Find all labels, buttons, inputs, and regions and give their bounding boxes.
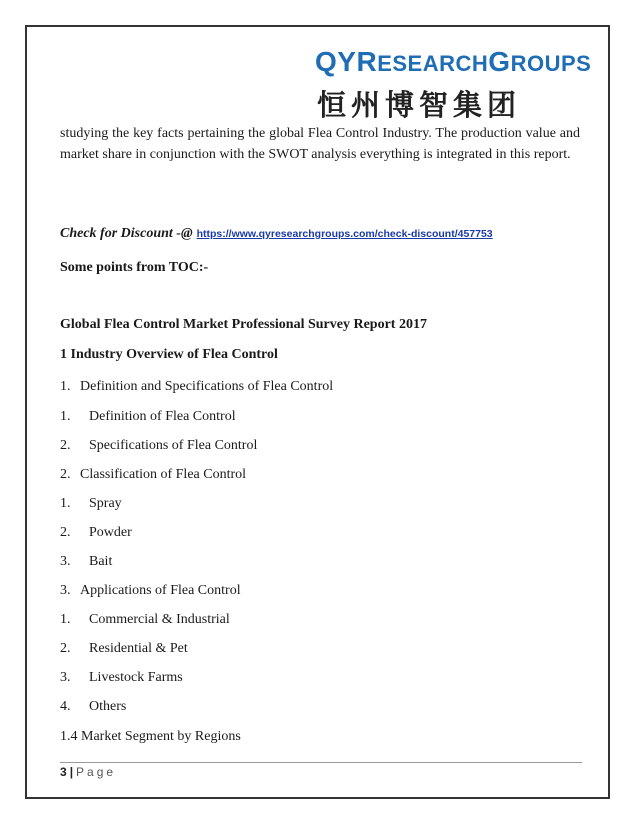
footer-separator: | — [69, 765, 74, 779]
report-title: Global Flea Control Market Professional Survey Report 2017 — [60, 317, 427, 332]
toc-item: 3. Bait — [60, 554, 113, 569]
toc-item: 4. Others — [60, 699, 127, 714]
page-number: 3 — [60, 765, 67, 779]
logo-text-english: QYRESEARCHGROUPS — [315, 46, 592, 77]
page-footer — [60, 765, 116, 779]
discount-label: Check for Discount -@ — [60, 226, 193, 241]
section-title: 1 Industry Overview of Flea Control — [60, 347, 278, 362]
page-label: Page — [76, 765, 117, 779]
toc-item: 3. Applications of Flea Control — [60, 583, 241, 598]
toc-item: 1. Commercial & Industrial — [60, 612, 230, 627]
discount-link[interactable]: https://www.qyresearchgroups.com/check-discount/457753 — [196, 228, 493, 240]
toc-item: 2. Residential & Pet — [60, 641, 188, 656]
toc-item: 2. Specifications of Flea Control — [60, 438, 258, 453]
toc-item: 2. Powder — [60, 525, 132, 540]
intro-paragraph: studying the key facts pertaining the global Flea Control Industry. The production value and market share in conjunction with the SWOT analysis everything is integrated in this report. — [60, 126, 580, 162]
discount-line — [60, 226, 493, 242]
company-logo — [315, 46, 595, 122]
logo-text-chinese: 恒州博智集团 — [317, 88, 522, 122]
toc-item: 1. Spray — [60, 496, 122, 511]
toc-item: 2. Classification of Flea Control — [60, 467, 247, 482]
toc-item: 3. Livestock Farms — [60, 670, 183, 685]
footer-divider — [60, 762, 582, 763]
toc-item: 1. Definition and Specifications of Flea Control — [60, 379, 334, 394]
toc-heading: Some points from TOC:- — [60, 260, 209, 275]
last-line: 1.4 Market Segment by Regions — [60, 729, 241, 744]
toc-item: 1. Definition of Flea Control — [60, 409, 236, 424]
